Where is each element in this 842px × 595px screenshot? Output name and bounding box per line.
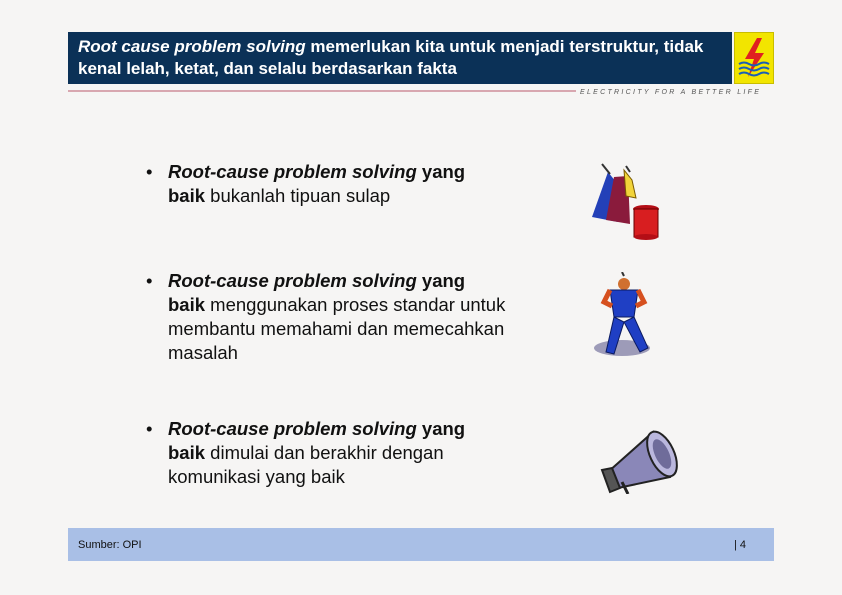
megaphone-icon: [598, 422, 684, 499]
bullet-italic: Root-cause problem solving: [168, 418, 417, 439]
bullet-italic: Root-cause problem solving: [168, 270, 417, 291]
pln-lightning-logo-icon: [734, 32, 774, 84]
bullet-item-1: [146, 160, 506, 208]
header-divider: [68, 90, 576, 92]
bullet-text: [168, 269, 506, 365]
bullet-bold: yang baik: [168, 418, 466, 463]
thinking-person-icon: [592, 272, 662, 367]
bullet-dot: •: [146, 161, 153, 182]
title-italic: Root cause problem solving: [78, 37, 306, 56]
footer-source: Sumber: OPI: [78, 539, 142, 551]
bullet-text: [168, 160, 506, 208]
title-rest: memerlukan kita untuk menjadi terstruktur, tidak kenal lelah, ketat, dan selalu berdasarkan fakta: [78, 37, 704, 78]
slide-title: [68, 32, 732, 84]
bullet-bold: yang baik: [168, 270, 466, 315]
tagline: ELECTRICITY FOR A BETTER LIFE: [580, 89, 762, 96]
footer-bar: [68, 528, 774, 561]
bullet-bold: yang baik: [168, 161, 466, 206]
bullet-rest: menggunakan proses standar untuk membantu memahami dan memecahkan masalah: [168, 294, 506, 363]
bullet-rest: bukanlah tipuan sulap: [205, 185, 391, 206]
page-number: | 4: [733, 539, 746, 551]
bullet-dot: •: [146, 270, 153, 291]
bullet-item-2: [146, 269, 506, 365]
bullet-italic: Root-cause problem solving: [168, 161, 417, 182]
magician-hat-icon: [588, 162, 668, 247]
bullet-text: [168, 417, 506, 489]
bullet-rest: dimulai dan berakhir dengan komunikasi yang baik: [168, 442, 444, 487]
bullet-dot: •: [146, 418, 153, 439]
bullet-item-3: [146, 417, 506, 489]
